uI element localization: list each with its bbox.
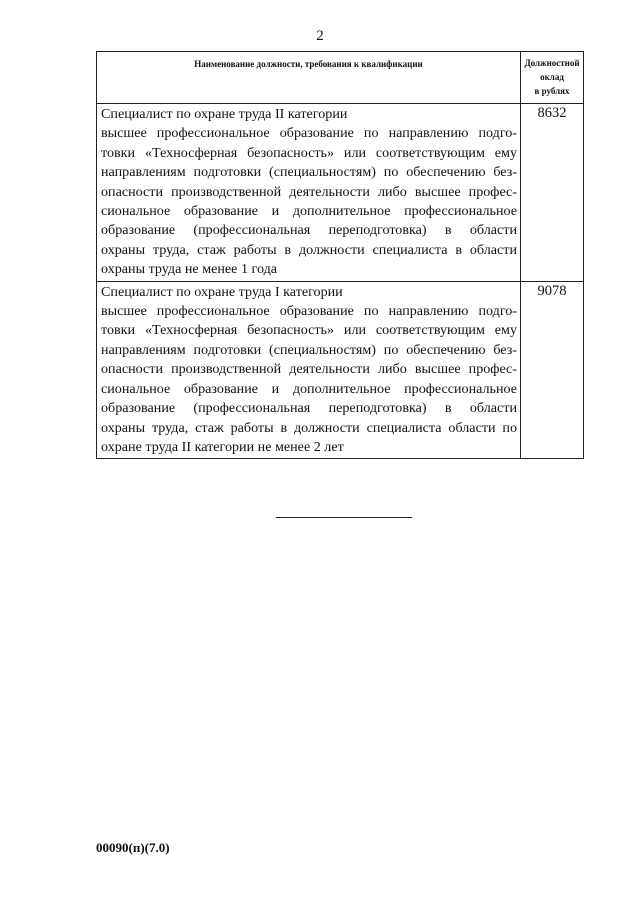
requirement-line: сиональное образование и дополнительное профессиональное [101, 380, 517, 397]
requirement-line: сиональное образование и дополнительное профессиональное [101, 203, 517, 220]
end-separator-line [276, 517, 412, 518]
requirement-line: охраны труда не менее 1 года [101, 261, 278, 278]
table-header-row [97, 52, 584, 104]
document-code: 00090(п)(7.0) [96, 840, 170, 855]
position-title: Специалист по охране труда II категории [101, 106, 348, 122]
position-title: Специалист по охране труда I категории [101, 283, 343, 300]
salary-header-line: в рублях [534, 86, 570, 96]
requirement-line: направлениям подготовки (специальностям) по обеспечению без- [101, 164, 517, 181]
requirement-line: охраны труда, стаж работы в должности специалиста области по [101, 419, 517, 436]
salary-cell: 9078 [521, 281, 584, 459]
requirement-line: образование (профессиональная переподготовка) в области [101, 222, 517, 239]
requirement-line: товки «Техносферная безопасность» или соответствующим ему [101, 322, 517, 339]
requirement-line: охране труда II категории не менее 2 лет [101, 438, 344, 455]
requirement-line: высшее профессиональное образование по направлению подго- [101, 303, 517, 320]
salary-cell: 8632 [521, 104, 584, 282]
salary-table [96, 51, 584, 459]
page-number: 2 [316, 28, 324, 44]
requirement-line: товки «Техносферная безопасность» или соответствующим ему [101, 144, 517, 161]
requirement-line: образование (профессиональная переподготовка) в области [101, 400, 517, 417]
requirement-line: опасности производственной деятельности либо высшее профес- [101, 183, 517, 200]
table-row [97, 104, 584, 282]
column-header-name: Наименование должности, требования к квалификации [97, 52, 521, 104]
requirement-line: направлениям подготовки (специальностям) по обеспечению без- [101, 341, 517, 358]
requirement-line: высшее профессиональное образование по направлению подго- [101, 125, 517, 142]
requirement-line: опасности производственной деятельности либо высшее профес- [101, 361, 517, 378]
table-row [97, 281, 584, 459]
requirement-line: охраны труда, стаж работы в должности специалиста в области [101, 241, 517, 258]
position-description-cell [97, 104, 521, 282]
salary-header-line: Должностной [524, 58, 580, 68]
column-header-salary [521, 52, 584, 104]
position-description-cell [97, 281, 521, 459]
salary-header-line: оклад [540, 72, 564, 82]
